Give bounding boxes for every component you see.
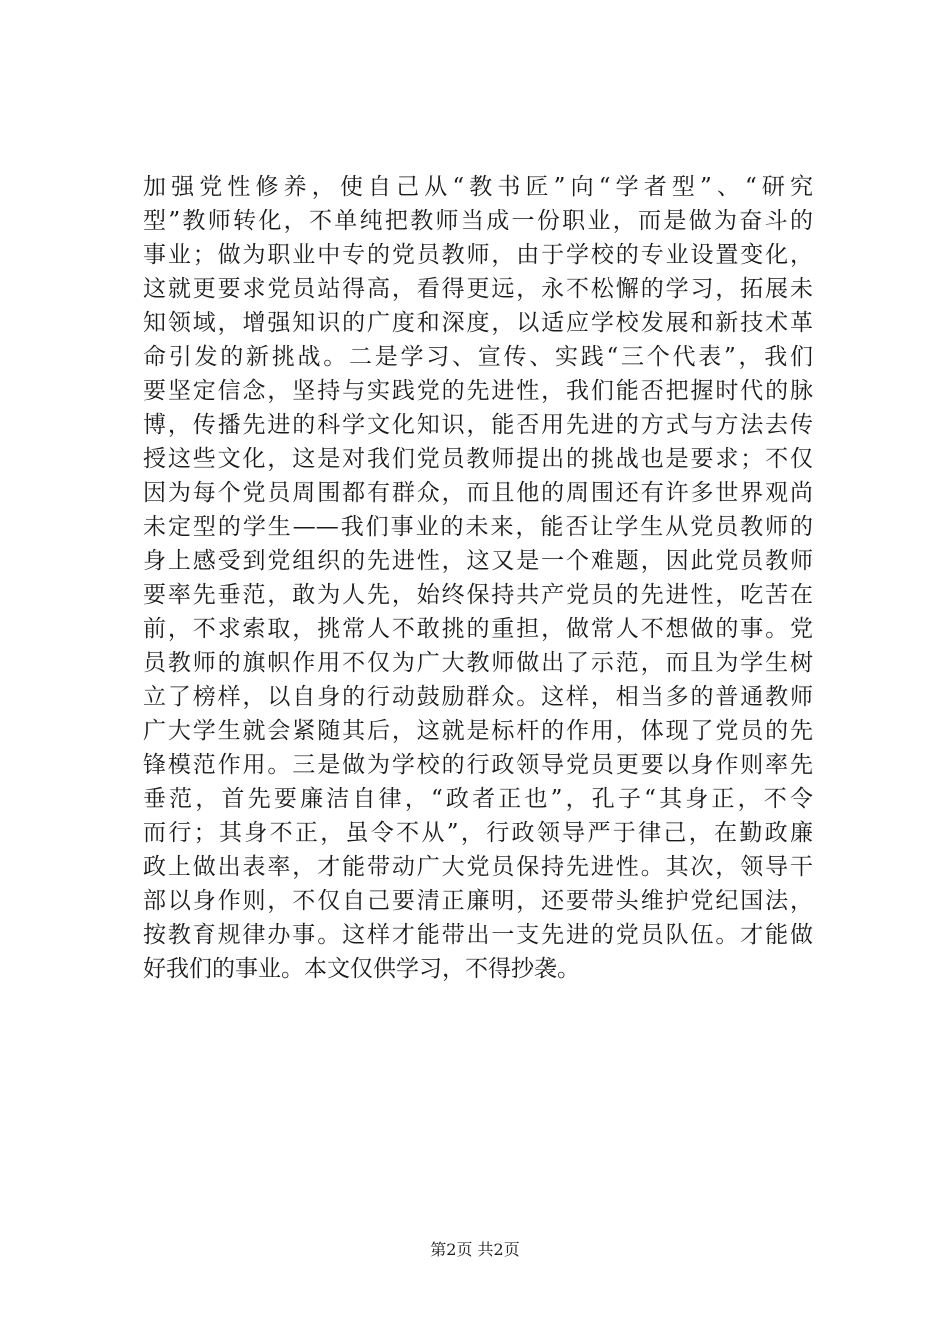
text-line: 要率先垂范，敢为人先，始终保持共产党员的先进性，吃苦在 (143, 582, 813, 608)
text-line: 加强党性修养，使自己从“教书匠”向“学者型”、“研究 (143, 174, 813, 200)
text-line: 身上感受到党组织的先进性，这又是一个难题，因此党员教师 (143, 548, 813, 574)
text-line: 锋模范作用。三是做为学校的行政领导党员更要以身作则率先 (143, 752, 813, 778)
text-line: 好我们的事业。本文仅供学习，不得抄袭。 (143, 956, 580, 982)
text-line: 广大学生就会紧随其后，这就是标杆的作用，体现了党员的先 (143, 718, 813, 744)
text-line: 按教育规律办事。这样才能带出一支先进的党员队伍。才能做 (143, 922, 813, 948)
text-line: 未定型的学生——我们事业的未来，能否让学生从党员教师的 (143, 514, 813, 540)
text-line: 知领域，增强知识的广度和深度，以适应学校发展和新技术革 (143, 310, 813, 336)
text-line: 命引发的新挑战。二是学习、宣传、实践“三个代表”，我们 (143, 344, 813, 370)
text-line: 而行；其身不正，虽令不从”，行政领导严于律己，在勤政廉 (143, 820, 813, 846)
text-line: 部以身作则，不仅自己要清正廉明，还要带头维护党纪国法， (143, 888, 813, 914)
text-line: 垂范，首先要廉洁自律，“政者正也”，孔子“其身正，不令 (143, 786, 813, 812)
page-number-indicator: 第2页 共2页 (430, 1240, 520, 1259)
text-line: 授这些文化，这是对我们党员教师提出的挑战也是要求；不仅 (143, 446, 813, 472)
text-line: 要坚定信念，坚持与实践党的先进性，我们能否把握时代的脉 (143, 378, 813, 404)
text-line: 前，不求索取，挑常人不敢挑的重担，做常人不想做的事。党 (143, 616, 813, 642)
text-line: 政上做出表率，才能带动广大党员保持先进性。其次，领导干 (143, 854, 813, 880)
body-paragraph (143, 170, 813, 986)
text-line: 立了榜样，以自身的行动鼓励群众。这样，相当多的普通教师 (143, 684, 813, 710)
text-line: 博，传播先进的科学文化知识，能否用先进的方式与方法去传 (143, 412, 813, 438)
text-line: 型”教师转化，不单纯把教师当成一份职业，而是做为奋斗的 (143, 208, 813, 234)
text-line: 事业；做为职业中专的党员教师，由于学校的专业设置变化， (143, 242, 813, 268)
page-footer (0, 1240, 950, 1260)
text-line: 这就更要求党员站得高，看得更远，永不松懈的学习，拓展未 (143, 276, 813, 302)
text-line: 员教师的旗帜作用不仅为广大教师做出了示范，而且为学生树 (143, 650, 813, 676)
text-line: 因为每个党员周围都有群众，而且他的周围还有许多世界观尚 (143, 480, 813, 506)
